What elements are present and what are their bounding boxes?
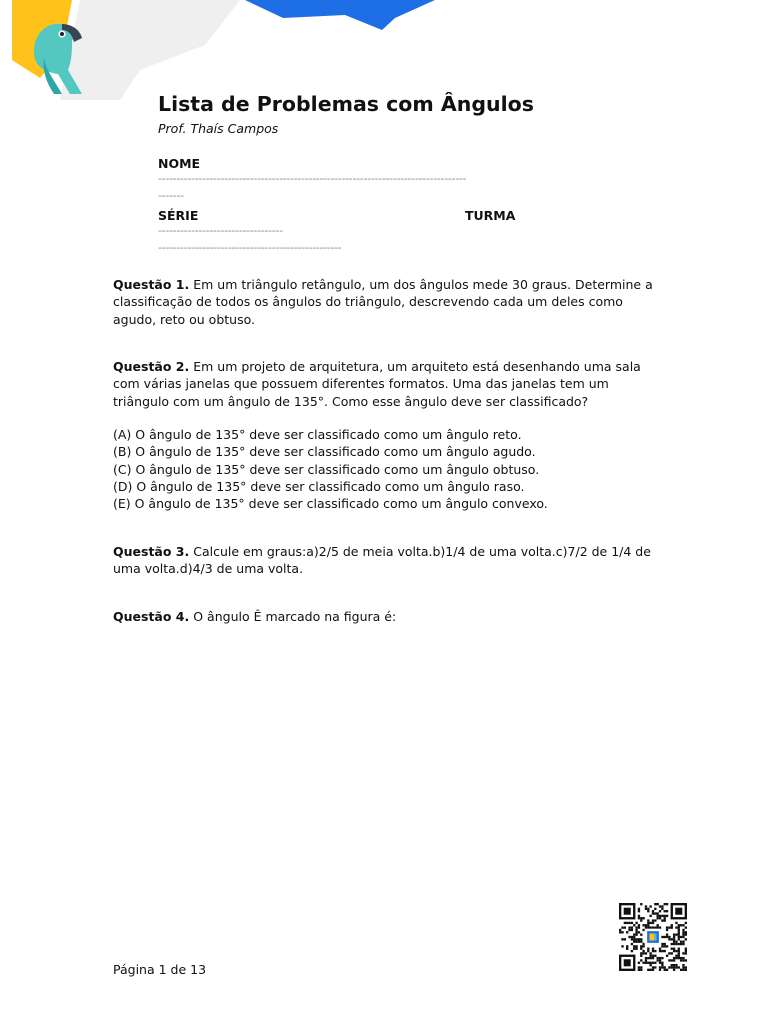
question-4: [113, 608, 658, 625]
question-3: [113, 543, 658, 578]
question-text: Em um projeto de arquitetura, um arquiteto está desenhando uma sala com várias janelas que possuem diferentes formatos. Uma das janelas tem um triângulo com um ângulo de 135°. Como esse ângulo deve ser classificado?: [113, 359, 641, 409]
gray-shape: [60, 0, 240, 100]
page-number: Página 1 de 13: [113, 962, 207, 977]
qr-code: [619, 903, 687, 971]
nome-line: ------------------------------------------------------------------------------------: [158, 172, 467, 185]
question-text: Calcule em graus:a)2/5 de meia volta.b)1/4 de uma volta.c)7/2 de 1/4 de uma volta.d)4/3 de uma volta.: [113, 544, 651, 577]
nome-label: NOME: [158, 156, 201, 171]
question-text: Em um triângulo retângulo, um dos ângulos mede 30 graus. Determine a classificação de todos os ângulos do triângulo, descrevendo cada um deles como agudo, reto ou obtuso.: [113, 277, 653, 327]
turma-label: TURMA: [465, 208, 516, 223]
option-c: (C) O ângulo de 135° deve ser classificado como um ângulo obtuso.: [113, 461, 540, 477]
option-e: (E) O ângulo de 135° deve ser classificado como um ângulo convexo.: [113, 496, 548, 512]
author: Prof. Thaís Campos: [158, 121, 279, 136]
option-a: (A) O ângulo de 135° deve ser classificado como um ângulo reto.: [113, 427, 522, 442]
serie-label: SÉRIE: [158, 208, 199, 223]
option-b: (B) O ângulo de 135° deve ser classificado como um ângulo agudo.: [113, 444, 536, 460]
header-decoration: [0, 0, 768, 100]
question-label: Questão 4.: [113, 609, 190, 624]
serie-line: ----------------------------------: [158, 224, 283, 237]
question-label: Questão 1.: [113, 277, 190, 292]
question-1: [113, 276, 658, 328]
page-title: Lista de Problemas com Ângulos: [158, 92, 534, 116]
question-label: Questão 2.: [113, 359, 190, 374]
blue-shape: [245, 0, 435, 30]
parrot-logo: [12, 0, 82, 94]
question-label: Questão 3.: [113, 544, 190, 559]
question-2: [113, 358, 658, 410]
turma-line: --------------------------------------------------: [158, 241, 342, 254]
nome-line-continued: -------: [158, 189, 184, 202]
question-text: O ângulo Ê marcado na figura é:: [193, 609, 397, 624]
option-d: (D) O ângulo de 135° deve ser classificado como um ângulo raso.: [113, 478, 525, 494]
question-2-options: [113, 426, 548, 512]
